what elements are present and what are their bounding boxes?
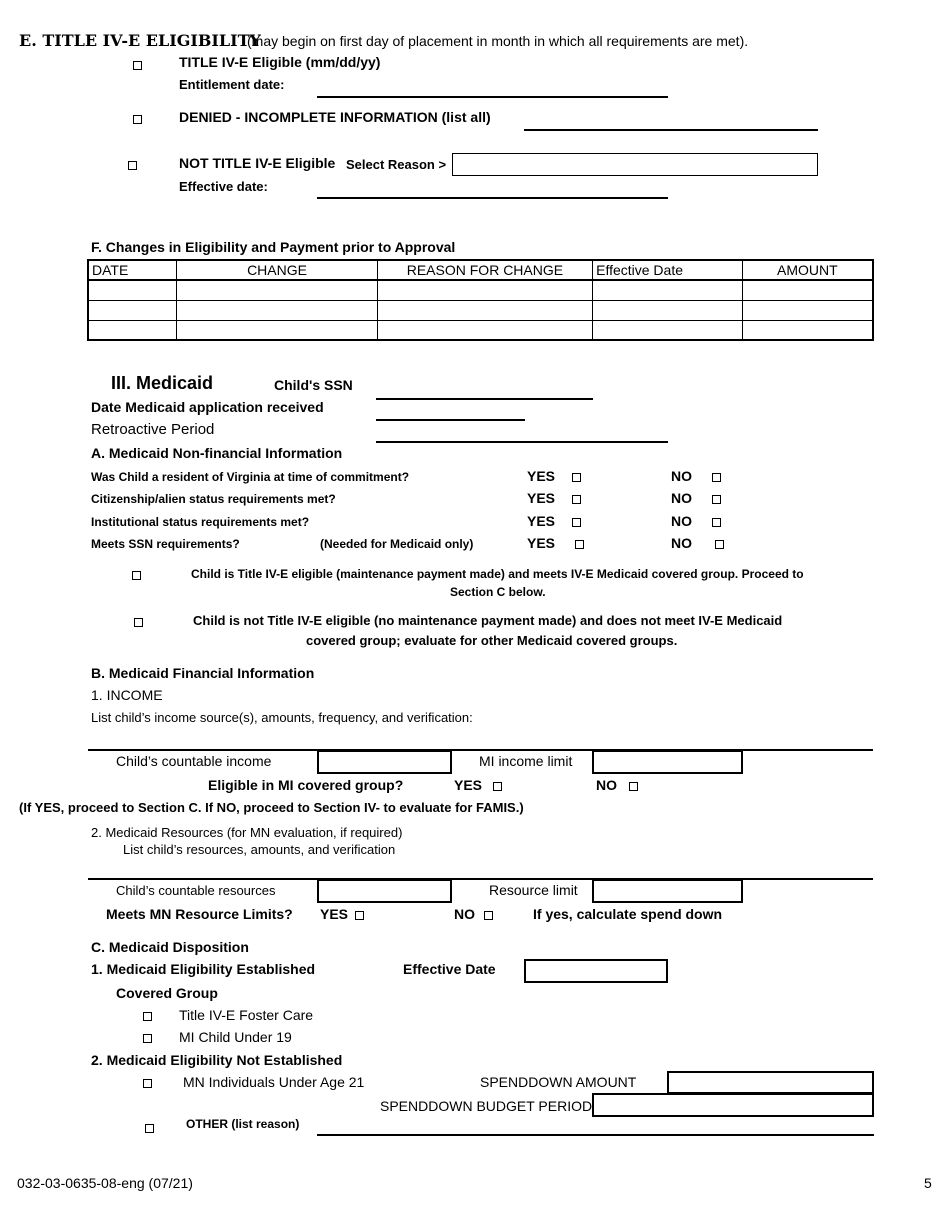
table-cell[interactable] [593,280,743,300]
table-row [88,280,873,300]
countable-income-field[interactable] [317,750,452,774]
group1-label: Title IV-E Foster Care [179,1007,314,1023]
page-number: 5 [924,1175,932,1191]
income-divider [88,749,873,751]
no-label: NO [671,513,692,529]
question-text: Citizenship/alien status requirements met? [91,492,336,506]
denied-list-line[interactable] [524,129,818,131]
app-received-label: Date Medicaid application received [91,399,324,415]
col-effective-date: Effective Date [593,260,743,280]
yes-label: YES [527,535,556,551]
question-text: Was Child a resident of Virginia at time of commitment? [91,470,410,484]
table-cell[interactable] [177,320,377,340]
no-checkbox[interactable] [715,540,724,549]
retro-line[interactable] [376,441,668,443]
eligible-checkbox[interactable] [133,61,142,70]
col-change: CHANGE [177,260,377,280]
group2-checkbox[interactable] [143,1034,152,1043]
covered-group-label: Covered Group [116,985,218,1001]
ive-eligible-checkbox[interactable] [132,571,141,580]
table-cell[interactable] [88,280,177,300]
no-checkbox[interactable] [712,495,721,504]
mn-no-label: NO [454,906,475,922]
group2-label: MI Child Under 19 [179,1029,292,1045]
section-f-title: F. Changes in Eligibility and Payment prior to Approval [91,239,456,255]
not-established-label: 2. Medicaid Eligibility Not Established [91,1052,343,1068]
table-cell[interactable] [742,300,873,320]
resource-limit-label: Resource limit [489,882,578,898]
denied-checkbox[interactable] [133,115,142,124]
income-title: 1. INCOME [91,687,163,703]
table-cell[interactable] [177,300,377,320]
countable-resources-label: Child’s countable resources [116,883,276,898]
mn-individuals-checkbox[interactable] [143,1079,152,1088]
resource-limit-field[interactable] [592,879,743,903]
effective-date-label-c: Effective Date [403,961,496,977]
mn-question: Meets MN Resource Limits? [106,906,293,922]
countable-resources-field[interactable] [317,879,452,903]
retro-label: Retroactive Period [91,421,215,438]
app-received-line[interactable] [376,419,525,421]
mi-limit-label: MI income limit [479,753,573,769]
financial-title: B. Medicaid Financial Information [91,665,315,681]
no-label: NO [671,490,692,506]
resources-divider [88,878,873,880]
table-row [88,300,873,320]
changes-table-header [88,260,873,280]
table-cell[interactable] [88,300,177,320]
ive-not-eligible-checkbox[interactable] [134,618,143,627]
section-e-title: E. TITLE IV-E ELIGIBILITY [19,31,261,50]
yes-checkbox[interactable] [575,540,584,549]
ssn-line[interactable] [376,398,593,400]
disposition-effective-date-field[interactable] [524,959,668,983]
other-reason-line[interactable] [317,1134,874,1136]
table-cell[interactable] [742,280,873,300]
established-label: 1. Medicaid Eligibility Established [91,961,316,977]
no-checkbox[interactable] [712,473,721,482]
table-cell[interactable] [742,320,873,340]
ive-not-eligible-line1: Child is not Title IV-E eligible (no maintenance payment made) and does not meet IV-E Medicaid [193,613,783,628]
resources-instructions: List child’s resources, amounts, and verification [123,842,396,857]
denied-label: DENIED - INCOMPLETE INFORMATION (list all) [179,109,491,125]
effective-date-line[interactable] [317,197,668,199]
disposition-title: C. Medicaid Disposition [91,939,249,955]
mi-no-checkbox[interactable] [629,782,638,791]
mi-yes-label: YES [454,777,483,793]
no-label: NO [671,468,692,484]
other-label: OTHER (list reason) [186,1117,300,1131]
ive-eligible-line2: Section C below. [450,585,546,599]
mi-limit-field[interactable] [592,750,743,774]
nonfinancial-title: A. Medicaid Non-financial Information [91,445,343,461]
no-label: NO [671,535,692,551]
table-cell[interactable] [377,280,592,300]
table-cell[interactable] [593,320,743,340]
table-cell[interactable] [377,320,592,340]
col-amount: AMOUNT [742,260,873,280]
table-cell[interactable] [593,300,743,320]
yes-label: YES [527,513,556,529]
col-date: DATE [88,260,177,280]
table-cell[interactable] [377,300,592,320]
col-reason: REASON FOR CHANGE [377,260,592,280]
mi-yes-checkbox[interactable] [493,782,502,791]
changes-table [87,259,874,341]
effective-date-label: Effective date: [179,179,268,194]
mi-no-label: NO [596,777,617,793]
resources-title: 2. Medicaid Resources (for MN evaluation, if required) [91,825,403,840]
entitlement-date-line[interactable] [317,96,668,98]
mn-yes-checkbox[interactable] [355,911,364,920]
yes-checkbox[interactable] [572,495,581,504]
group1-checkbox[interactable] [143,1012,152,1021]
not-eligible-label: NOT TITLE IV-E Eligible [179,155,336,171]
spenddown-period-label: SPENDDOWN BUDGET PERIOD [380,1098,593,1114]
table-row [88,320,873,340]
yes-checkbox[interactable] [572,518,581,527]
no-checkbox[interactable] [712,518,721,527]
spenddown-amount-field[interactable] [667,1071,874,1094]
countable-income-label: Child’s countable income [116,753,272,769]
select-reason-label: Select Reason > [346,157,447,172]
ssn-label: Child's SSN [274,377,353,393]
question-note: (Needed for Medicaid only) [320,537,474,551]
ive-eligible-line1: Child is Title IV-E eligible (maintenance payment made) and meets IV-E Medicaid covered group. Proceed to [191,567,804,581]
spend-down-note: If yes, calculate spend down [533,906,723,922]
yes-label: YES [527,490,556,506]
yes-checkbox[interactable] [572,473,581,482]
form-id: 032-03-0635-08-eng (07/21) [17,1175,193,1191]
section-e-note: (may begin on first day of placement in month in which all requirements are met). [247,33,749,49]
other-checkbox[interactable] [145,1124,154,1133]
eligible-label: TITLE IV-E Eligible (mm/dd/yy) [179,54,381,70]
question-text: Institutional status requirements met? [91,515,310,529]
question-text: Meets SSN requirements? [91,537,240,551]
proceed-note: (If YES, proceed to Section C. If NO, proceed to Section IV- to evaluate for FAMIS.) [19,800,524,815]
not-eligible-checkbox[interactable] [128,161,137,170]
mn-yes-label: YES [320,906,349,922]
income-instructions: List child’s income source(s), amounts, frequency, and verification: [91,710,473,725]
mn-individuals-label: MN Individuals Under Age 21 [183,1074,365,1090]
spenddown-amount-label: SPENDDOWN AMOUNT [480,1074,637,1090]
yes-label: YES [527,468,556,484]
table-cell[interactable] [177,280,377,300]
entitlement-label: Entitlement date: [179,77,285,92]
mn-no-checkbox[interactable] [484,911,493,920]
table-cell[interactable] [88,320,177,340]
ive-not-eligible-line2: covered group; evaluate for other Medicaid covered groups. [306,633,678,648]
reason-select[interactable] [452,153,818,176]
spenddown-period-field[interactable] [592,1093,874,1117]
mi-question: Eligible in MI covered group? [208,777,404,793]
medicaid-title: III. Medicaid [111,373,214,393]
